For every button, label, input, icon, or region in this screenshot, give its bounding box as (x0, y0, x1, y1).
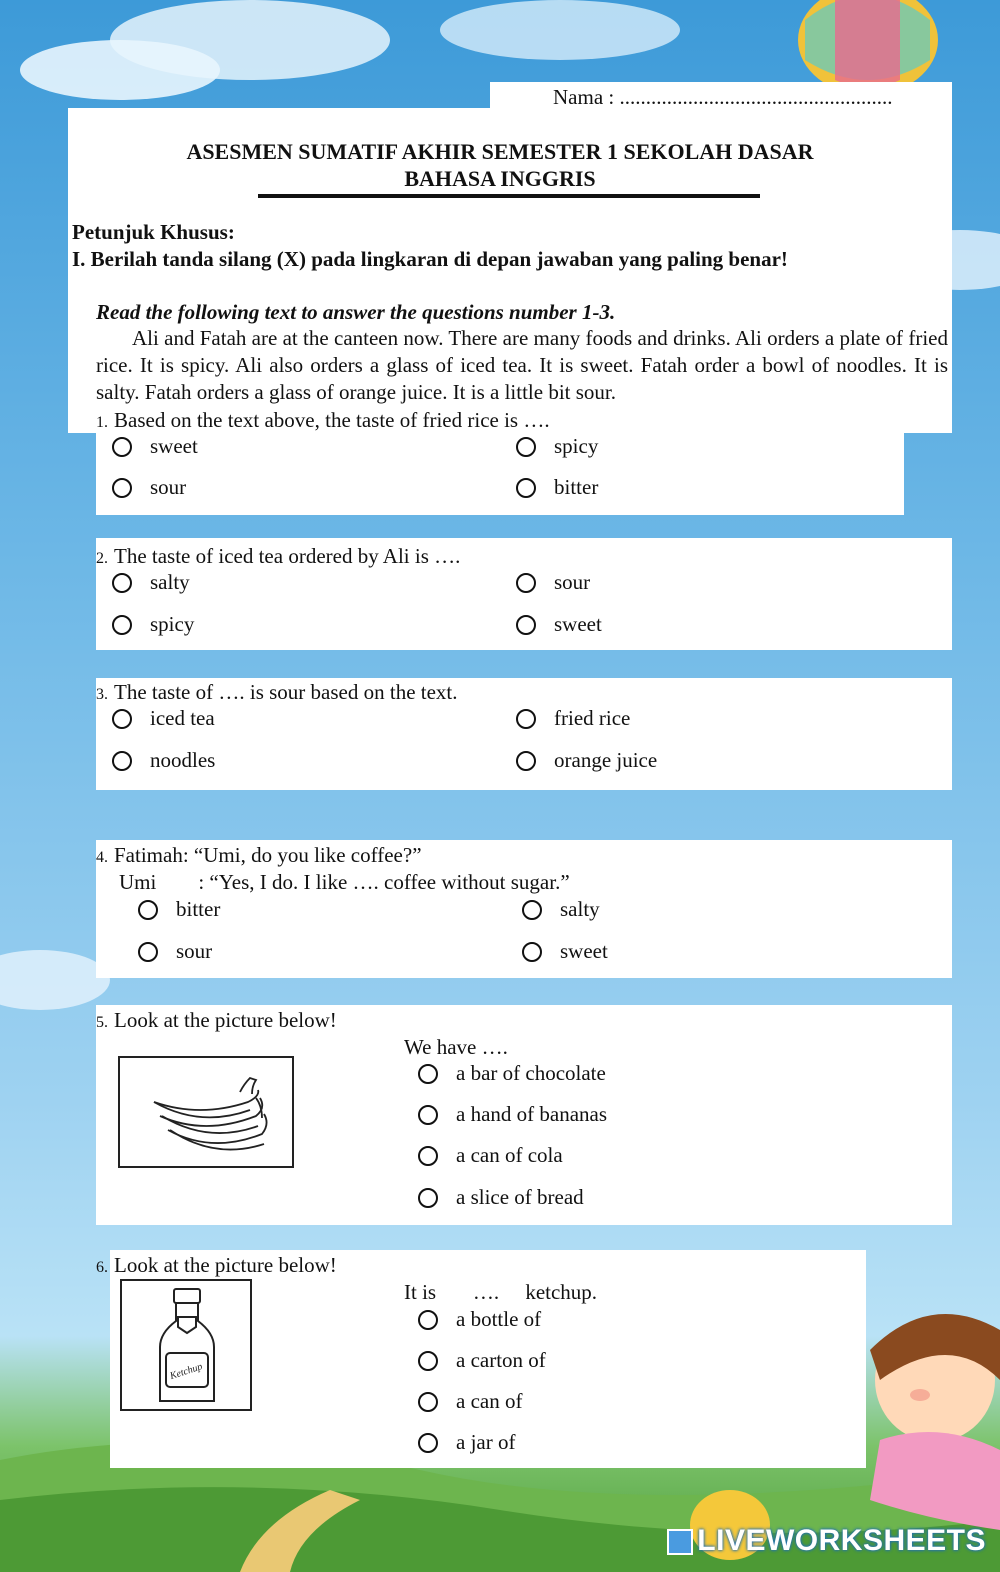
q1-panel (96, 430, 904, 515)
radio-circle-icon[interactable] (112, 437, 132, 457)
option-label: a can of (456, 1389, 523, 1413)
q6-option-a[interactable] (418, 1307, 541, 1332)
q2-option-d[interactable] (516, 612, 602, 637)
option-label: a carton of (456, 1348, 546, 1372)
bananas-icon (120, 1058, 292, 1166)
option-label: a slice of bread (456, 1185, 584, 1209)
option-label: orange juice (554, 748, 658, 772)
question-number: 5. (96, 1014, 108, 1031)
radio-circle-icon[interactable] (516, 709, 536, 729)
option-label: sweet (150, 434, 198, 458)
radio-circle-icon[interactable] (418, 1310, 438, 1330)
q3-option-c[interactable] (112, 748, 215, 773)
question-text: The taste of …. is sour based on the text. (114, 680, 458, 704)
question-text: The taste of iced tea ordered by Ali is …. (114, 544, 461, 568)
question-6 (96, 1253, 337, 1278)
radio-circle-icon[interactable] (138, 900, 158, 920)
radio-circle-icon[interactable] (418, 1146, 438, 1166)
question-1 (96, 408, 550, 433)
option-label: a hand of bananas (456, 1102, 608, 1126)
option-label: sour (176, 939, 213, 963)
q3-option-a[interactable] (112, 706, 215, 731)
ketchup-bottle-icon (122, 1281, 250, 1409)
q3-option-d[interactable] (516, 748, 657, 773)
option-label: iced tea (150, 706, 215, 730)
question-5 (96, 1008, 337, 1033)
q6-option-b[interactable] (418, 1348, 546, 1373)
radio-circle-icon[interactable] (516, 573, 536, 593)
question-number: 3. (96, 686, 108, 703)
option-label: spicy (150, 612, 195, 636)
logo-text: LIVEWORKSHEETS (697, 1524, 986, 1557)
question-text: Look at the picture below! (114, 1008, 337, 1032)
radio-circle-icon[interactable] (418, 1433, 438, 1453)
radio-circle-icon[interactable] (112, 573, 132, 593)
radio-circle-icon[interactable] (418, 1392, 438, 1412)
q4-option-a[interactable] (138, 897, 220, 922)
liveworksheets-logo (667, 1524, 986, 1558)
q1-option-a[interactable] (112, 434, 198, 459)
option-label: bitter (176, 897, 221, 921)
hot-air-balloon-icon (798, 0, 938, 95)
option-label: bitter (554, 475, 599, 499)
instructions-heading: Petunjuk Khusus: (72, 220, 235, 244)
q1-option-b[interactable] (516, 434, 598, 459)
q4-option-c[interactable] (138, 939, 212, 964)
q5-option-b[interactable] (418, 1102, 607, 1127)
question-text: Fatimah: “Umi, do you like coffee?” (114, 843, 422, 867)
q5-option-d[interactable] (418, 1185, 584, 1210)
q2-option-c[interactable] (112, 612, 194, 637)
liveworksheets-icon (667, 1529, 693, 1555)
reading-heading: Read the following text to answer the questions number 1-3. (96, 300, 616, 324)
option-label: sweet (560, 939, 608, 963)
q2-option-a[interactable] (112, 570, 190, 595)
option-label: fried rice (554, 706, 631, 730)
radio-circle-icon[interactable] (516, 751, 536, 771)
question-5-prompt: We have …. (404, 1035, 508, 1059)
question-3 (96, 680, 458, 705)
q1-option-d[interactable] (516, 475, 598, 500)
question-number: 1. (96, 414, 108, 431)
radio-circle-icon[interactable] (112, 478, 132, 498)
q6-option-c[interactable] (418, 1389, 522, 1414)
question-number: 6. (96, 1259, 108, 1276)
bottle-label: Ketchup (168, 1361, 204, 1383)
q5-option-a[interactable] (418, 1061, 606, 1086)
option-label: sour (554, 570, 591, 594)
subject-title: BAHASA INGGRIS (404, 166, 596, 191)
ketchup-bottle-picture (120, 1279, 252, 1411)
instructions-text: I. Berilah tanda silang (X) pada lingkaran di depan jawaban yang paling benar! (72, 247, 788, 271)
radio-circle-icon[interactable] (516, 437, 536, 457)
question-2 (96, 544, 460, 569)
reading-passage: Ali and Fatah are at the canteen now. There are many foods and drinks. Ali orders a plate of fried rice. It is spicy. Ali also orders a glass of iced tea. It is sweet. Fatah order a bowl of noodles. It is salty. Fatah orders a glass of orange juice. It is a little bit sour. (96, 326, 948, 404)
radio-circle-icon[interactable] (418, 1351, 438, 1371)
q4-option-b[interactable] (522, 897, 600, 922)
title-underline (258, 194, 760, 198)
question-number: 2. (96, 550, 108, 567)
option-label: a can of cola (456, 1143, 563, 1167)
radio-circle-icon[interactable] (516, 478, 536, 498)
radio-circle-icon[interactable] (418, 1188, 438, 1208)
question-4 (96, 843, 422, 868)
student-name-field[interactable]: Nama : .................................................... (553, 85, 893, 109)
option-label: spicy (554, 434, 599, 458)
question-number: 4. (96, 849, 108, 866)
exam-title: ASESMEN SUMATIF AKHIR SEMESTER 1 SEKOLAH DASAR (186, 139, 814, 164)
radio-circle-icon[interactable] (516, 615, 536, 635)
option-label: sour (150, 475, 187, 499)
radio-circle-icon[interactable] (418, 1105, 438, 1125)
radio-circle-icon[interactable] (418, 1064, 438, 1084)
radio-circle-icon[interactable] (138, 942, 158, 962)
radio-circle-icon[interactable] (112, 709, 132, 729)
radio-circle-icon[interactable] (112, 751, 132, 771)
option-label: a bar of chocolate (456, 1061, 606, 1085)
q3-option-b[interactable] (516, 706, 630, 731)
q5-option-c[interactable] (418, 1143, 563, 1168)
option-label: salty (150, 570, 190, 594)
q1-option-c[interactable] (112, 475, 186, 500)
radio-circle-icon[interactable] (522, 942, 542, 962)
option-label: sweet (554, 612, 602, 636)
question-text: Look at the picture below! (114, 1253, 337, 1277)
q2-option-b[interactable] (516, 570, 590, 595)
q4-option-d[interactable] (522, 939, 608, 964)
bananas-picture (118, 1056, 294, 1168)
q6-option-d[interactable] (418, 1430, 515, 1455)
option-label: salty (560, 897, 600, 921)
option-label: noodles (150, 748, 216, 772)
question-text: Based on the text above, the taste of fried rice is …. (114, 408, 550, 432)
option-label: a bottle of (456, 1307, 542, 1331)
girl-illustration (870, 1314, 1000, 1530)
radio-circle-icon[interactable] (522, 900, 542, 920)
option-label: a jar of (456, 1430, 516, 1454)
question-4-line-2: Umi : “Yes, I do. I like …. coffee without sugar.” (119, 870, 570, 894)
radio-circle-icon[interactable] (112, 615, 132, 635)
question-6-prompt: It is …. ketchup. (404, 1280, 598, 1304)
